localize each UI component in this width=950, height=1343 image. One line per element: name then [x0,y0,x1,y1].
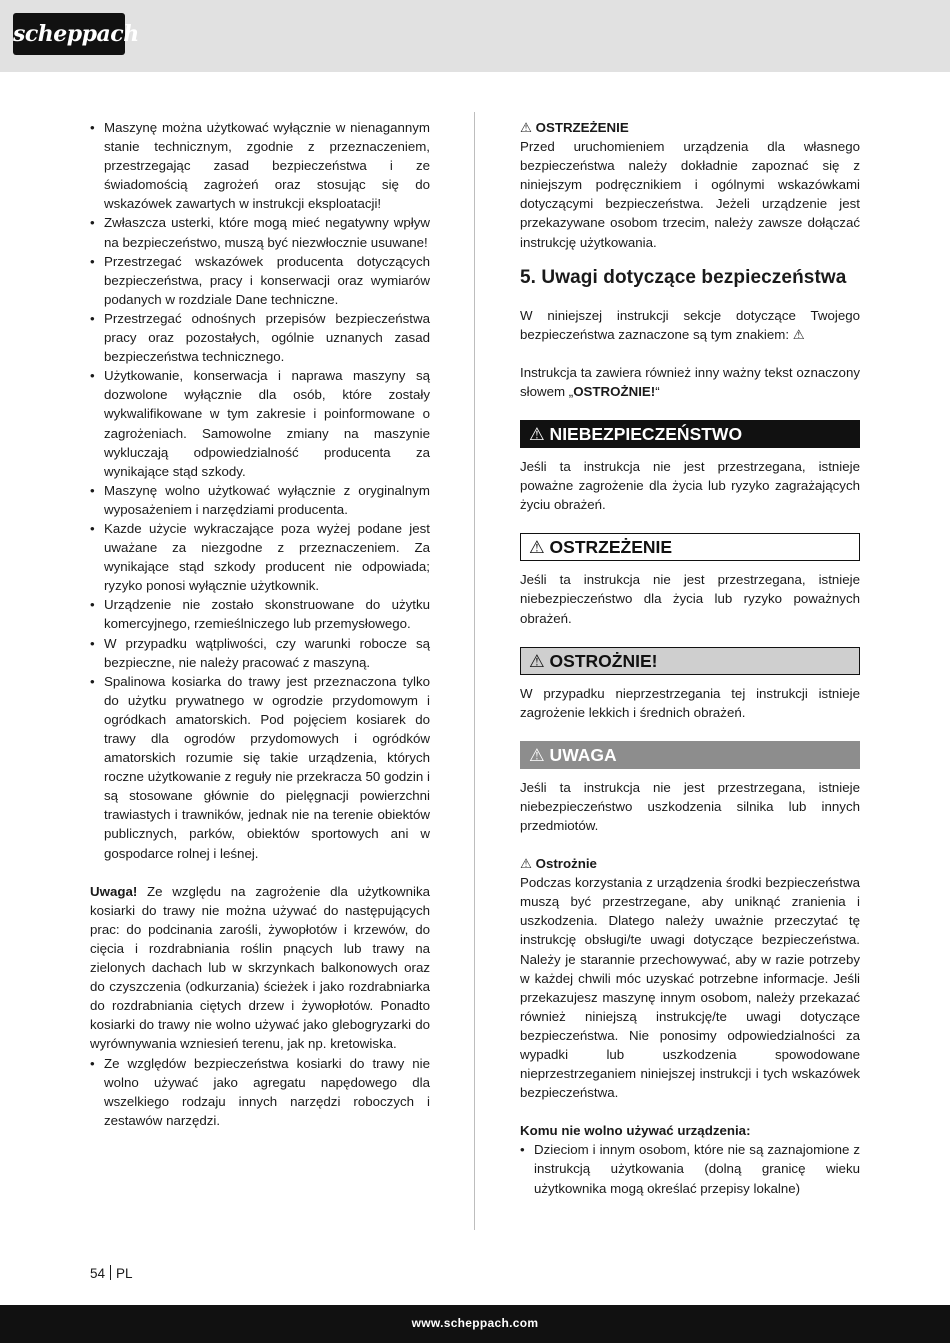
list-item: • Dzieciom i innym osobom, które nie są zaznajomione z instrukcją użytkowania (dolną granicę wieku użytkownika mogą określać przepisy lokalne) [520,1140,860,1197]
list-item: • Użytkowanie, konserwacja i naprawa maszyny są dozwolone wyłącznie dla osób, które zostały wykwalifikowane w tym zakresie i poinformowane o zagrożeniach. Samowolne zmiany na maszynie wykluczają odpowiedzialność producenta za wynikające stąd szkody. [90,366,430,481]
page-language: PL [116,1266,133,1281]
list-item: • W przypadku wątpliwości, czy warunki robocze są bezpieczne, nie należy pracować z maszyną. [90,634,430,672]
list-item: • Maszynę można użytkować wyłącznie w nienagannym stanie technicznym, zgodnie z przeznaczeniem, przestrzegając zasad bezpieczeństwa i ze świadomością zagrożeń oraz stosując się do wskazówek zawartych w instrukcji eksploatacji! [90,118,430,213]
list-item: • Urządzenie nie zostało skonstruowane do użytku komercyjnego, rzemieślniczego lub przemysłowego. [90,595,430,633]
column-divider [474,112,475,1230]
warning-box: ⚠ OSTRZEŻENIE [520,533,860,561]
intro-paragraph-1: W niniejszej instrukcji sekcje dotyczące Twojego bezpieczeństwa zaznaczone są tym znakiem: ⚠ [520,307,860,342]
warning-small-text: Przed uruchomieniem urządzenia dla własnego bezpieczeństwa należy dokładnie zapoznać się z niniejszym podręcznikiem i ogólnymi wskazówkami dotyczącymi bezpieczeństwa. Jeżeli urządzenie jest przekazywane osobom trzecim, należy zawsze dołączać instrukcję użytkowania. [520,139,860,250]
list-item: • Spalinowa kosiarka do trawy jest przeznaczona tylko do użytku prywatnego w ogrodzie przydomowym i ogródkach amatorskich. Pod pojęciem kosiarek do trawy dla ogrodów przydomowych i ogródków amatorskich rozumie się takie urządzenia, których roczne użytkowanie z reguły nie przekracza 50 godzin i są stosowane głównie do pielęgnacji powierzchni trawiastych i trawników, jednak nie na terenie obiektów publicznych, parków, obiektów sportowych ani w gospodarce rolnej i leśnej. [90,672,430,863]
uwaga-paragraph [90,882,430,1054]
ostroznie-title: ⚠ Ostrożnie [520,856,597,872]
list-item: • Maszynę wolno użytkować wyłącznie z oryginalnym wyposażeniem i narzędziami producenta. [90,481,430,519]
notice-text: Jeśli ta instrukcja nie jest przestrzegana, istnieje niebezpieczeństwo uszkodzenia silnika lub innych przedmiotów. [520,779,860,833]
bullet-list-2 [90,1054,430,1130]
danger-text: Jeśli ta instrukcja nie jest przestrzegana, istnieje poważne zagrożenie dla życia lub ryzyko zagrażających życiu obrażeń. [520,459,860,513]
intro-paragraph-2 [520,363,860,401]
right-column [520,118,860,1198]
intro2-post: “ [655,383,660,399]
list-item: • Zwłaszcza usterki, które mogą mieć negatywny wpływ na bezpieczeństwo, muszą być niezwłocznie usuwane! [90,213,430,251]
page-header [0,0,950,72]
uwaga-label: Uwaga! [90,883,138,899]
intro2-pre: Instrukcja ta zawiera również inny ważny tekst oznaczony słowem „ [520,364,860,399]
scheppach-logo: scheppach [13,13,125,55]
warning-small-title: ⚠ OSTRZEŻENIE [520,120,629,135]
komu-title: Komu nie wolno używać urządzenia: [520,1123,751,1139]
caution-box: ⚠ OSTROŻNIE! [520,647,860,675]
section-title: 5. Uwagi dotyczące bezpieczeństwa [520,266,847,288]
list-item: • Przestrzegać odnośnych przepisów bezpieczeństwa pracy oraz pozostałych, ogólnie uznanych zasad bezpieczeństwa technicznego. [90,309,430,366]
komu-list [520,1140,860,1197]
uwaga-text: Ze względu na zagrożenie dla użytkownika kosiarki do trawy nie można używać do następujących prac: do podcinania zarośli, żywopłotów i krzewów, do cięcia i rozdrabniania roślin pnących lub trawy na zielonych dachach lub w skrzynkach balkonowych oraz do czyszczenia (odkurzania) ścieżek i jako rozdrabniarka do rozdrabniania ciętych drzew i żywopłotów. Ponadto kosiarki do trawy nie wolno używać jako glebogryzarki do wyrównywania wzniesień terenu, jak np. kretowiska. [90,883,430,1052]
list-item: • Ze względów bezpieczeństwa kosiarki do trawy nie wolno używać jako agregatu napędowego dla wszelkiego rodzaju innych narzędzi roboczych i zestawów narzędzi. [90,1054,430,1130]
page-separator [110,1265,111,1280]
left-column [90,118,430,1130]
page-number [90,1265,133,1281]
danger-box: ⚠ NIEBEZPIECZEŃSTWO [520,420,860,448]
notice-box: ⚠ UWAGA [520,741,860,769]
page-number-value: 54 [90,1266,106,1281]
caution-text: W przypadku nieprzestrzegania tej instrukcji istnieje zagrożenie lekkich i średnich obrażeń. [520,685,860,720]
warning-text: Jeśli ta instrukcja nie jest przestrzegana, istnieje niebezpieczeństwo dla życia lub ryzyko poważnych obrażeń. [520,572,860,626]
list-item: • Przestrzegać wskazówek producenta dotyczących bezpieczeństwa, pracy i konserwacji oraz wymiarów podanych w rozdziale Dane techniczne. [90,252,430,309]
page-footer [0,1305,950,1343]
footer-url-link[interactable]: www.scheppach.com [411,1316,539,1330]
bullet-list-1 [90,118,430,863]
list-item: • Kazde użycie wykraczające poza wyżej podane jest uważane za niezgodne z przeznaczeniem. Za wynikające stąd szkody producent nie odpowiada; ryzyko ponosi wyłącznie użytkownik. [90,519,430,595]
intro2-bold: OSTROŻNIE! [573,383,656,399]
ostroznie-text: Podczas korzystania z urządzenia środki bezpieczeństwa muszą być przestrzegane, aby uniknąć zranienia i uszkodzenia. Dlatego należy uważnie przeczytać tę instrukcję obsługi/te uwagi dotyczące bezpieczeństwa. Należy je starannie przechowywać, aby w razie potrzeby w każdej chwili móc uzyskać potrzebne informacje. Jeśli przekazujesz maszynę innym osobom, należy przekazać również niniejszą instrukcję/te uwagi dotyczące bezpieczeństwa. Nie ponosimy odpowiedzialności za wypadki lub uszkodzenia spowodowane nieprzestrzeganiem niniejszej instrukcji i tych wskazówek bezpieczeństwa. [520,875,860,1101]
